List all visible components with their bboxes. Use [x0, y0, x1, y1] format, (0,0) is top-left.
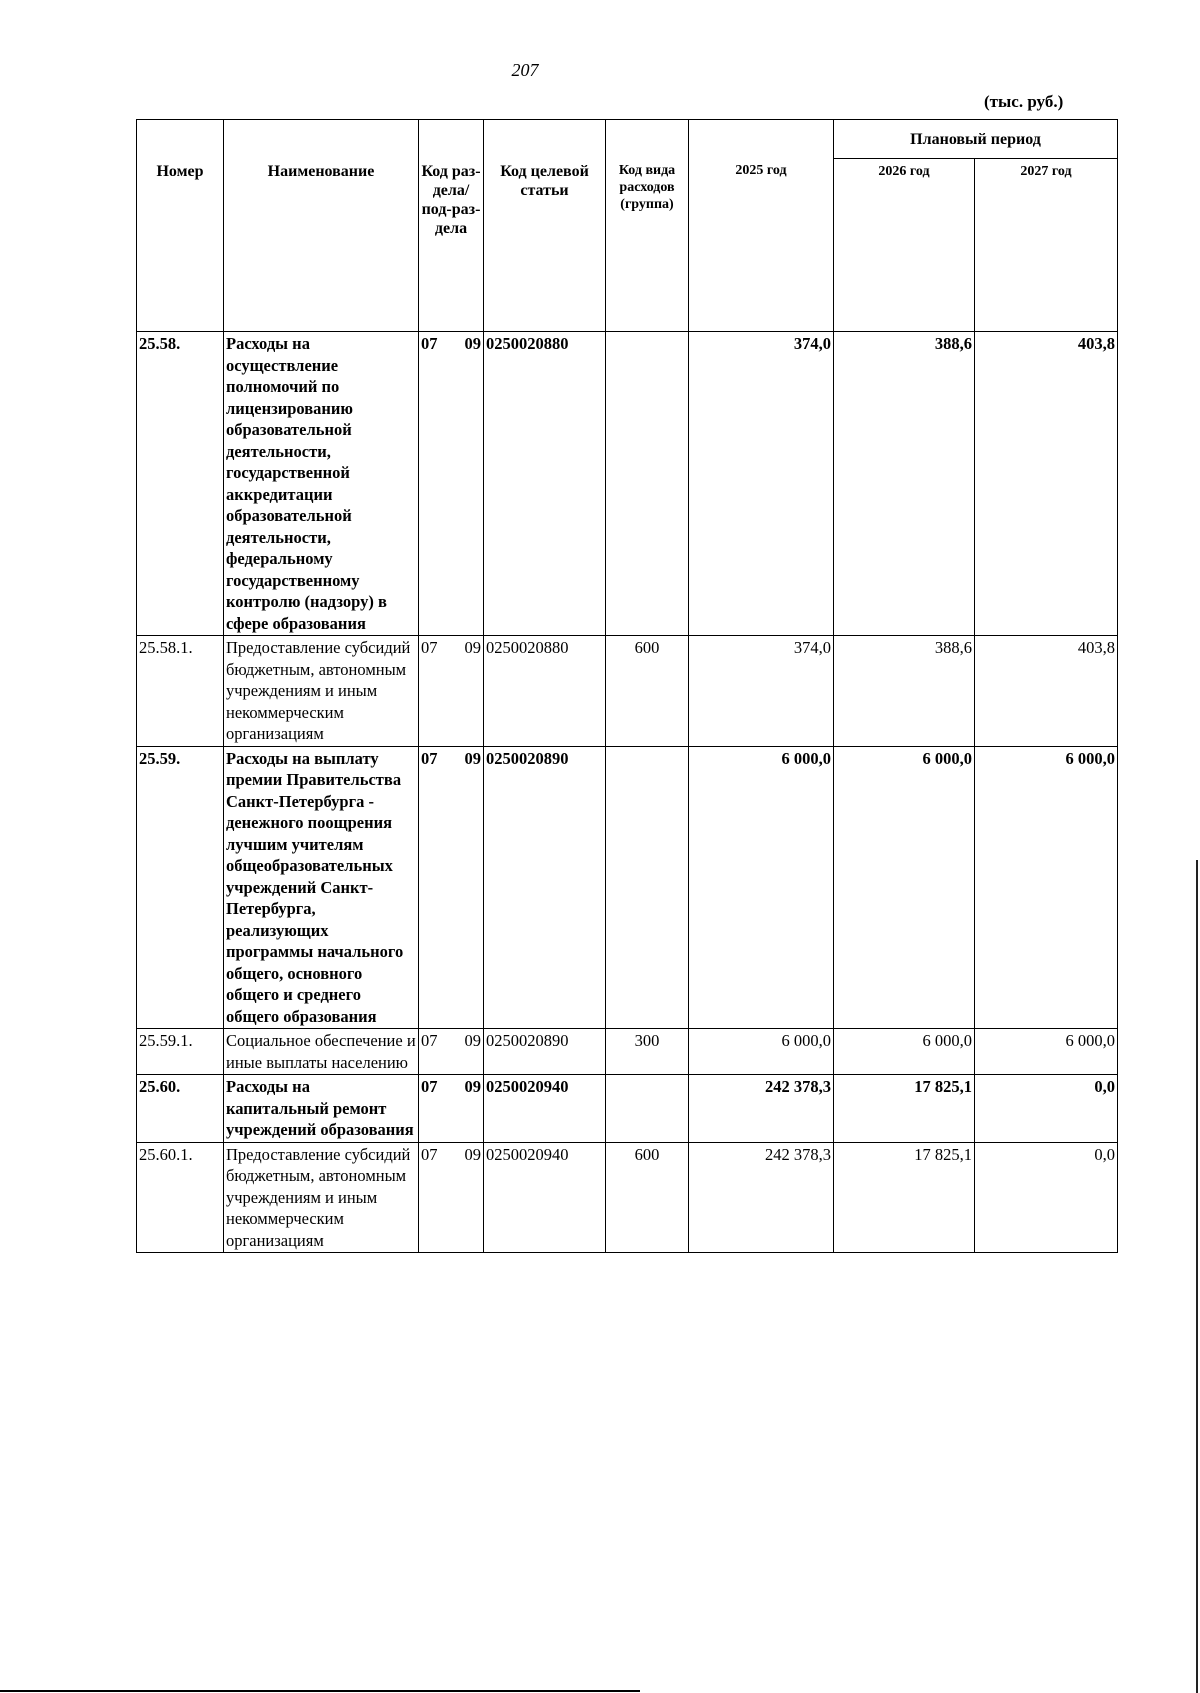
row-value-2027: 403,8 — [975, 636, 1118, 747]
header-year-2026: 2026 год — [834, 159, 975, 332]
row-expense-kind — [606, 1075, 689, 1143]
row-value-2026: 388,6 — [834, 636, 975, 747]
row-value-2026: 17 825,1 — [834, 1075, 975, 1143]
table-row — [137, 332, 1118, 636]
header-number: Номер — [137, 120, 224, 332]
row-target-code: 0250020940 — [484, 1075, 606, 1143]
row-expense-kind: 300 — [606, 1029, 689, 1075]
scan-bottom-line — [0, 1690, 640, 1692]
row-number: 25.58. — [137, 332, 224, 636]
section-code: 07 — [421, 334, 438, 353]
row-value-2026: 6 000,0 — [834, 1029, 975, 1075]
page-number: 207 — [511, 60, 539, 80]
row-value-2025: 6 000,0 — [689, 746, 834, 1029]
section-code: 07 — [421, 1077, 438, 1096]
table-row — [137, 1029, 1118, 1075]
header-name: Наименование — [224, 120, 419, 332]
row-name: Предоставление субсидий бюджетным, автономным учреждениям и иным некоммерческим организациям — [224, 1142, 419, 1253]
row-section-code — [419, 332, 484, 636]
row-number: 25.60.1. — [137, 1142, 224, 1253]
section-code: 07 — [421, 748, 438, 768]
row-target-code: 0250020880 — [484, 332, 606, 636]
row-value-2027: 0,0 — [975, 1075, 1118, 1143]
header-expense-kind: Код вида расходов (группа) — [606, 120, 689, 332]
scan-edge-line — [1196, 860, 1198, 1693]
row-number: 25.59.1. — [137, 1029, 224, 1075]
header-year-2025: 2025 год — [689, 120, 834, 332]
row-name: Расходы на осуществление полномочий по лицензированию образовательной деятельности, государственной аккредитации образовательной деятельности, федеральному государственному контролю (надзору) в сфере образования — [224, 332, 419, 636]
row-section-code — [419, 636, 484, 747]
row-target-code: 0250020890 — [484, 1029, 606, 1075]
section-code: 07 — [421, 1031, 438, 1050]
units-label: (тыс. руб.) — [984, 92, 1064, 111]
subsection-code: 09 — [464, 638, 481, 657]
row-target-code: 0250020890 — [484, 746, 606, 1029]
table-row — [137, 1075, 1118, 1143]
header-year-2027: 2027 год — [975, 159, 1118, 332]
subsection-code: 09 — [464, 1144, 481, 1164]
row-value-2027: 0,0 — [975, 1142, 1118, 1253]
row-section-code — [419, 746, 484, 1029]
row-name: Расходы на выплату премии Правительства Санкт-Петербурга - денежного поощрения лучшим учителям общеобразовательных учреждений Санкт-Петербурга, реализующих программы начального общего, основного общего и среднего общего образования — [224, 746, 419, 1029]
subsection-code: 09 — [464, 1031, 481, 1050]
table-row — [137, 636, 1118, 747]
table-row — [137, 746, 1118, 1029]
row-value-2025: 242 378,3 — [689, 1142, 834, 1253]
row-value-2026: 388,6 — [834, 332, 975, 636]
row-target-code: 0250020940 — [484, 1142, 606, 1253]
row-section-code — [419, 1029, 484, 1075]
row-section-code — [419, 1075, 484, 1143]
row-expense-kind: 600 — [606, 1142, 689, 1253]
row-value-2025: 242 378,3 — [689, 1075, 834, 1143]
row-target-code: 0250020880 — [484, 636, 606, 747]
row-name: Социальное обеспечение и иные выплаты населению — [224, 1029, 419, 1075]
row-value-2025: 374,0 — [689, 332, 834, 636]
table-row — [137, 1142, 1118, 1253]
row-value-2027: 403,8 — [975, 332, 1118, 636]
budget-table — [136, 119, 1118, 1253]
section-code: 07 — [421, 1144, 438, 1164]
subsection-code: 09 — [464, 334, 481, 353]
header-row — [137, 120, 1118, 159]
row-value-2027: 6 000,0 — [975, 1029, 1118, 1075]
row-value-2026: 17 825,1 — [834, 1142, 975, 1253]
row-section-code — [419, 1142, 484, 1253]
header-target-code: Код целевой статьи — [484, 120, 606, 332]
section-code: 07 — [421, 638, 438, 657]
header-section-code: Код раз-дела/ под-раз-дела — [419, 120, 484, 332]
row-value-2026: 6 000,0 — [834, 746, 975, 1029]
row-expense-kind — [606, 332, 689, 636]
header-planning-period: Плановый период — [834, 120, 1118, 159]
row-value-2025: 374,0 — [689, 636, 834, 747]
row-value-2027: 6 000,0 — [975, 746, 1118, 1029]
row-number: 25.59. — [137, 746, 224, 1029]
subsection-code: 09 — [464, 1077, 481, 1096]
row-number: 25.60. — [137, 1075, 224, 1143]
row-number: 25.58.1. — [137, 636, 224, 747]
row-value-2025: 6 000,0 — [689, 1029, 834, 1075]
row-name: Предоставление субсидий бюджетным, автономным учреждениям и иным некоммерческим организациям — [224, 636, 419, 747]
row-name: Расходы на капитальный ремонт учреждений образования — [224, 1075, 419, 1143]
row-expense-kind — [606, 746, 689, 1029]
subsection-code: 09 — [464, 748, 481, 768]
row-expense-kind: 600 — [606, 636, 689, 747]
